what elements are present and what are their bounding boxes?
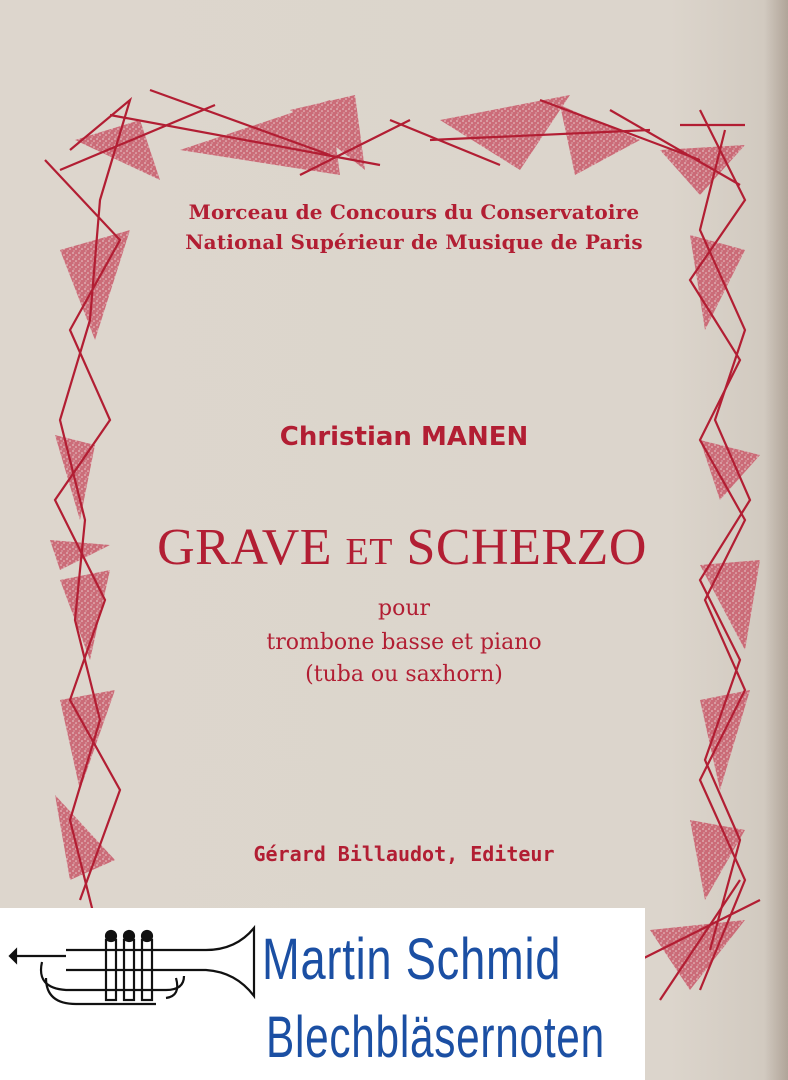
- title-connector: ET: [345, 531, 393, 573]
- trumpet-icon: [6, 918, 266, 1028]
- work-title: [8, 518, 788, 577]
- title-part-1: GRAVE: [157, 519, 333, 576]
- composer-name: Christian MANEN: [279, 422, 529, 452]
- brand-tagline: Blechbläsernoten: [266, 1005, 605, 1070]
- subtitle-alternatives: (tuba ou saxhorn): [305, 662, 503, 687]
- title-part-2: SCHERZO: [406, 519, 647, 576]
- institution-line-1: Morceau de Concours du Conservatoire: [188, 200, 640, 224]
- institution-line-2: National Supérieur de Musique de Paris: [185, 230, 643, 254]
- publisher: Gérard Billaudot, Editeur: [253, 842, 555, 866]
- subtitle-pour: pour: [377, 596, 430, 621]
- brand-name: Martin Schmid: [262, 927, 562, 992]
- subtitle-instrumentation: trombone basse et piano: [266, 630, 542, 655]
- shop-banner: [0, 908, 645, 1080]
